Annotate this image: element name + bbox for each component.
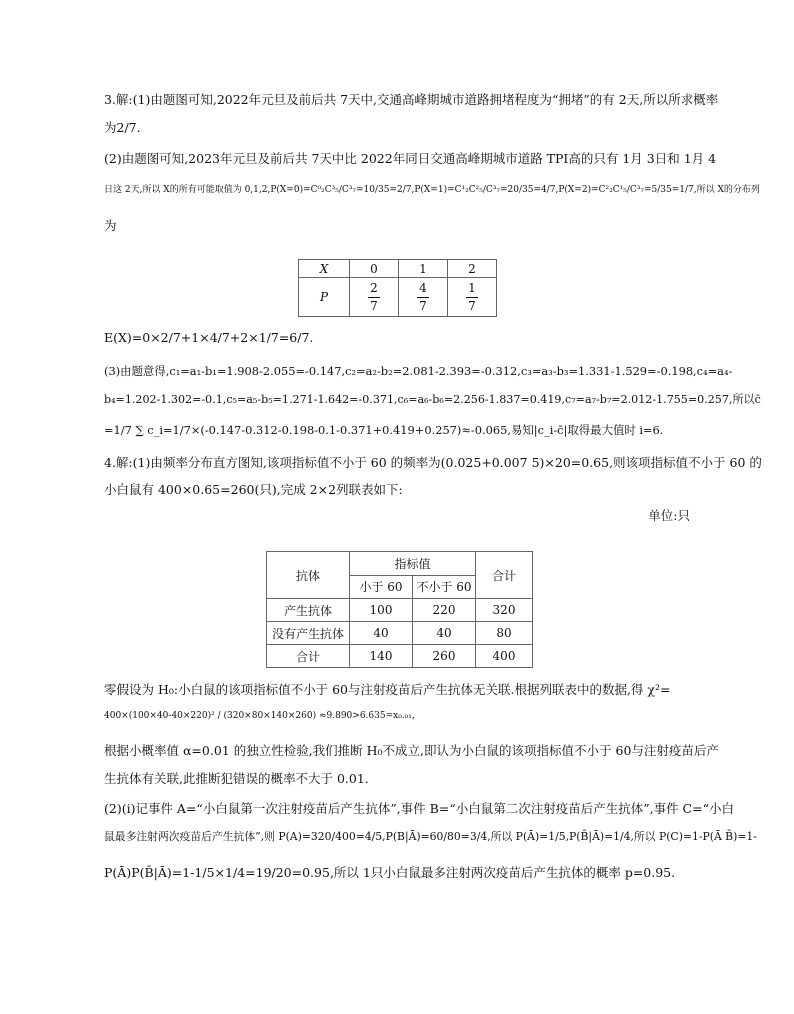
p3-line-5: 为 [104, 218, 117, 233]
p3-line-9: =1/7 ∑ c_i=1/7×(-0.147-0.312-0.198-0.1-0.371+0.419+0.257)≈-0.065,易知|c_i-c̄|取得最大值时 i=6. [104, 423, 664, 437]
contingency-table [266, 551, 533, 668]
dist-p-cell [350, 278, 399, 317]
table-row [267, 599, 533, 622]
p3-line-1: 3.解:(1)由题图可知,2022年元旦及前后共 7天中,交通高峰期城市道路拥堵程度为“拥堵”的有 2天,所以所求概率 [104, 92, 719, 107]
table-cell: 40 [413, 622, 476, 645]
header-index: 指标值 [350, 552, 476, 576]
dist-p-denominator: 7 [468, 298, 476, 313]
table-cell: 40 [350, 622, 413, 645]
table-cell: 140 [350, 645, 413, 668]
dist-x-value: 1 [399, 260, 448, 278]
p4-line-3: 零假设为 H₀:小白鼠的该项指标值不小于 60与注射疫苗后产生抗体无关联.根据列联表中的数据,得 χ²= [104, 682, 671, 697]
distribution-table [298, 259, 497, 317]
row-label: 合计 [267, 645, 350, 668]
dist-p-denominator: 7 [370, 298, 378, 313]
row-label: 没有产生抗体 [267, 622, 350, 645]
dist-p-numerator: 2 [368, 280, 380, 298]
table-row [267, 622, 533, 645]
header-ge60: 不小于 60 [413, 575, 476, 599]
p4-line-9: P(Ā)P(B̄|Ā)=1-1/5×1/4=19/20=0.95,所以 1只小白鼠最多注射两次疫苗后产生抗体的概率 p=0.95. [104, 865, 676, 880]
p4-line-8: 鼠最多注射两次疫苗后产生抗体”,则 P(A)=320/400=4/5,P(B|Ā)=60/80=3/4,所以 P(Ā)=1/5,P(B̄|Ā)=1/4,所以 P(C)=1-P(Ā B̄)=1- [104, 830, 757, 843]
dist-x-value: 2 [448, 260, 497, 278]
p3-line-3: (2)由题图可知,2023年元旦及前后共 7天中比 2022年同日交通高峰期城市道路 TPI高的只有 1月 3日和 1月 4 [104, 151, 717, 166]
table-cell: 320 [476, 599, 533, 622]
table-cell: 100 [350, 599, 413, 622]
p4-line-2: 小白鼠有 400×0.65=260(只),完成 2×2列联表如下: [104, 482, 403, 497]
unit-label: 单位:只 [648, 508, 690, 523]
p3-line-7: (3)由题意得,c₁=a₁-b₁=1.908-2.055=-0.147,c₂=a₂-b₂=2.081-2.393=-0.312,c₃=a₃-b₃=1.331-1.529=-0.198,c₄=a₄- [104, 364, 733, 378]
p4-line-1: 4.解:(1)由频率分布直方图知,该项指标值不小于 60 的频率为(0.025+0.007 5)×20=0.65,则该项指标值不小于 60 的 [104, 455, 762, 470]
header-total: 合计 [476, 552, 533, 599]
table-row [267, 645, 533, 668]
table-cell: 80 [476, 622, 533, 645]
header-lt60: 小于 60 [350, 575, 413, 599]
p4-line-5: 根据小概率值 α=0.01 的独立性检验,我们推断 H₀不成立,即认为小白鼠的该项指标值不小于 60与注射疫苗后产 [104, 743, 719, 758]
p3-line-6: E(X)=0×2/7+1×4/7+2×1/7=6/7. [104, 330, 314, 345]
p4-line-6: 生抗体有关联,此推断犯错误的概率不大于 0.01. [104, 771, 369, 786]
dist-p-numerator: 4 [417, 280, 429, 298]
dist-p-label: P [299, 278, 350, 317]
table-cell: 260 [413, 645, 476, 668]
row-label: 产生抗体 [267, 599, 350, 622]
p4-line-4: 400×(100×40-40×220)² / (320×80×140×260) ≈9.890>6.635=x₀.₀₁, [104, 711, 415, 721]
dist-x-value: 0 [350, 260, 399, 278]
p3-line-8: b₄=1.202-1.302=-0.1,c₅=a₅-b₅=1.271-1.642=-0.371,c₆=a₆-b₆=2.256-1.837=0.419,c₇=a₇-b₇=2.012-1.755=0.257,所以c̄ [104, 393, 761, 406]
p3-line-4: 日这 2天,所以 X的所有可能取值为 0,1,2,P(X=0)=C⁰₂C³₅/C³₇=10/35=2/7,P(X=1)=C¹₂C²₅/C³₇=20/35=4/7,P(X=2)=C²₂C¹₅/C³₇=5/35=1/7,所以 X的分布列 [104, 185, 760, 195]
table-cell: 400 [476, 645, 533, 668]
dist-p-denominator: 7 [419, 298, 427, 313]
dist-x-label: X [299, 260, 350, 278]
table-cell: 220 [413, 599, 476, 622]
header-antibody: 抗体 [267, 552, 350, 599]
p3-line-2: 为2/7. [104, 120, 141, 135]
dist-p-cell [399, 278, 448, 317]
dist-p-numerator: 1 [466, 280, 478, 298]
p4-line-7: (2)(i)记事件 A=“小白鼠第一次注射疫苗后产生抗体”,事件 B=“小白鼠第二次注射疫苗后产生抗体”,事件 C=“小白 [104, 801, 734, 816]
dist-p-cell [448, 278, 497, 317]
